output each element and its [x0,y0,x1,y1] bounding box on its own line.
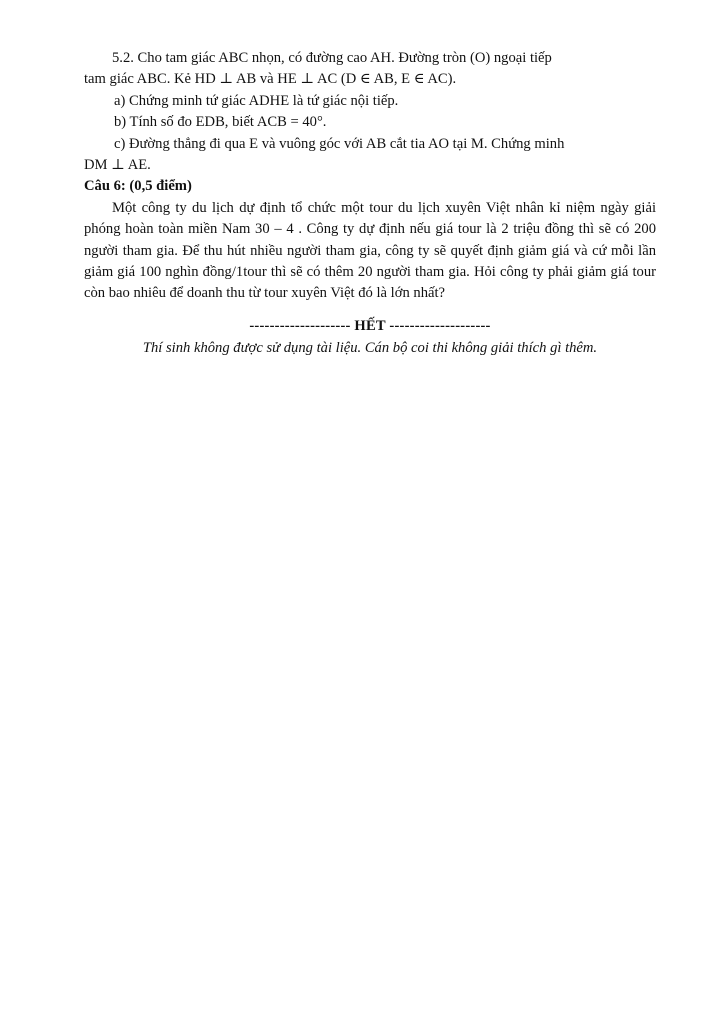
problem-5-2-part-c-line2: DM ⊥ AE. [84,157,151,174]
question-6-heading: Câu 6: (0,5 điểm) [84,178,192,195]
problem-5-2-part-b: b) Tính số đo EDB, biết ACB = 40°. [114,114,327,131]
problem-5-2-intro-line2: tam giác ABC. Kẻ HD ⊥ AB và HE ⊥ AC (D ∈ AB, E ∈ AC). [84,71,457,88]
end-marker: -------------------- HẾT -------------------- [249,317,491,334]
problem-5-2-intro-line1: 5.2. Cho tam giác ABC nhọn, có đường cao AH. Đường tròn (O) ngoại tiếp [112,50,552,66]
question-6-body: Một công ty du lịch dự định tổ chức một tour du lịch xuyên Việt nhân kỉ niệm ngày giải phóng hoàn toàn miền Nam 30 – 4 . Công ty dự định nếu giá tour là 2 triệu đồng thì sẽ có 200 người tham gia. Để thu hút nhiều người tham gia, công ty sẽ quyết định giảm giá và cứ mỗi lần giảm giá 100 nghìn đồng/1tour thì sẽ có thêm 20 người tham gia. Hỏi công ty phải giảm giá tour còn bao nhiêu để doanh thu từ tour xuyên Việt đó là lớn nhất? [84,199,656,302]
exam-note: Thí sinh không được sử dụng tài liệu. Cán bộ coi thi không giải thích gì thêm. [142,340,598,357]
problem-5-2-part-a: a) Chứng minh tứ giác ADHE là tứ giác nội tiếp. [114,92,399,109]
exam-page [84,48,656,360]
problem-5-2-part-c-line1: c) Đường thẳng đi qua E và vuông góc với AB cắt tia AO tại M. Chứng minh [114,135,565,152]
